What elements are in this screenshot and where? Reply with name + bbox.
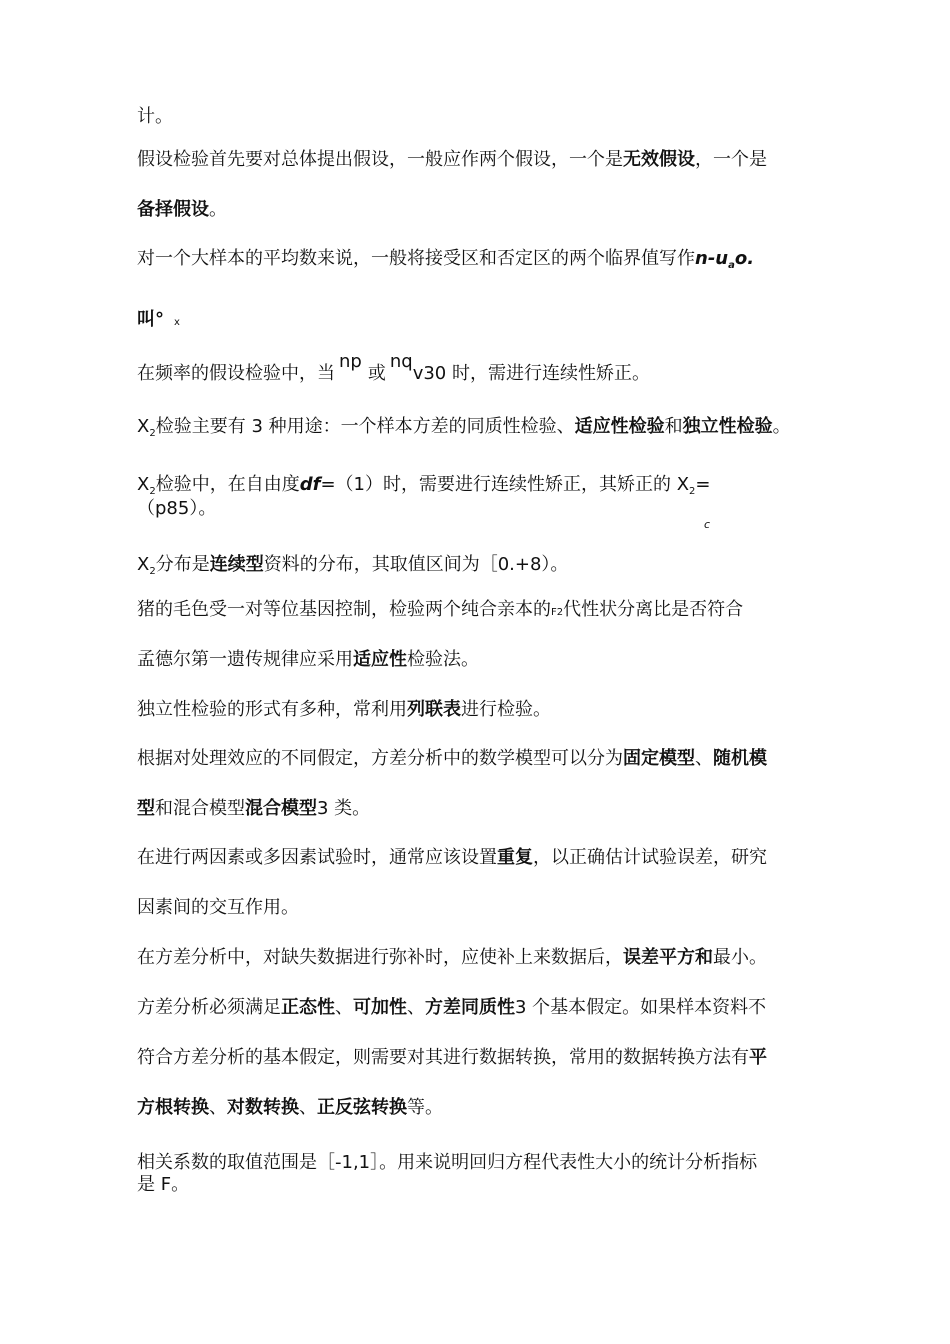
text: 等。 bbox=[407, 1097, 443, 1118]
formula-nq: nq bbox=[389, 351, 413, 372]
text: 因素间的交互作用。 bbox=[137, 897, 299, 918]
bold-term: 备择假设 bbox=[137, 199, 209, 220]
paragraph-line bbox=[137, 498, 216, 520]
text: 、 bbox=[695, 748, 713, 769]
bold-term: 连续型 bbox=[209, 554, 264, 575]
text: 方差分析必须满足 bbox=[137, 997, 281, 1018]
paragraph-line bbox=[137, 554, 568, 579]
bold-term: 平 bbox=[749, 1047, 767, 1068]
text: 计。 bbox=[137, 106, 173, 127]
text: 检验主要有 3 种用途：一个样本方差的同质性检验、 bbox=[155, 416, 575, 437]
bold-term: 方根转换 bbox=[137, 1097, 209, 1118]
paragraph-line bbox=[137, 106, 173, 128]
bold-term: 随机模 bbox=[713, 748, 767, 769]
bold-term: 方差同质性 bbox=[425, 997, 515, 1018]
text: 和 bbox=[664, 416, 683, 437]
paragraph-line bbox=[137, 1174, 189, 1196]
text: ，一个是 bbox=[695, 149, 767, 170]
text: 分布是 bbox=[155, 554, 210, 575]
paragraph-line bbox=[137, 699, 551, 721]
bold-term: 重复 bbox=[497, 847, 533, 868]
formula-subscript: x bbox=[174, 317, 180, 328]
paragraph-line bbox=[137, 1047, 767, 1069]
formula-df: df bbox=[299, 474, 321, 495]
bold-term: 列联表 bbox=[407, 699, 461, 720]
text: 。 bbox=[772, 416, 791, 437]
text: （p85）。 bbox=[137, 498, 217, 519]
text: 。 bbox=[209, 199, 227, 220]
paragraph-line bbox=[137, 248, 754, 273]
text: 资料的分布，其取值区间为［0.+8）。 bbox=[263, 554, 569, 575]
text: 检验中，在自由度 bbox=[155, 474, 300, 495]
text: 相关系数的取值范围是［-1,1］。用来说明回归方程代表性大小的统计分析指标 bbox=[137, 1152, 758, 1173]
subscript: 2 bbox=[556, 607, 564, 618]
paragraph-line bbox=[137, 199, 227, 221]
formula-subscript: a bbox=[728, 260, 735, 271]
text: 假设检验首先要对总体提出假设，一般应作两个假设，一个是 bbox=[137, 149, 623, 170]
text: X bbox=[137, 474, 150, 495]
formula-f: F bbox=[551, 607, 557, 618]
paragraph-line bbox=[137, 947, 767, 969]
bold-term: 独立性检验 bbox=[682, 416, 773, 437]
bold-term: 正反弦转换 bbox=[317, 1097, 407, 1118]
formula: n-u bbox=[695, 248, 729, 269]
bold-term: 正态性 bbox=[281, 997, 335, 1018]
subscript: 2 bbox=[149, 486, 156, 497]
paragraph-line bbox=[137, 599, 743, 624]
subscript: 2 bbox=[689, 486, 696, 497]
bold-term: 型 bbox=[137, 798, 155, 819]
text: 猪的毛色受一对等位基因控制，检验两个纯合亲本的 bbox=[137, 599, 551, 620]
paragraph-line bbox=[137, 748, 767, 770]
text: 、 bbox=[299, 1097, 317, 1118]
paragraph-line bbox=[137, 1097, 443, 1119]
bold-term: 无效假设 bbox=[623, 149, 695, 170]
text: 孟德尔第一遗传规律应采用 bbox=[137, 649, 353, 670]
text: 在进行两因素或多因素试验时，通常应该设置 bbox=[137, 847, 497, 868]
text: 是 F。 bbox=[137, 1174, 190, 1195]
paragraph-line bbox=[137, 847, 767, 869]
text: 或 bbox=[367, 363, 386, 384]
bold-term: 对数转换 bbox=[227, 1097, 299, 1118]
text: 根据对处理效应的不同假定，方差分析中的数学模型可以分为 bbox=[137, 748, 623, 769]
paragraph-line bbox=[137, 1152, 757, 1174]
paragraph-line bbox=[137, 351, 650, 385]
bold-term: 可加性 bbox=[353, 997, 407, 1018]
paragraph-line bbox=[137, 149, 767, 171]
paragraph-line bbox=[137, 474, 711, 499]
formula-np: np bbox=[339, 351, 362, 372]
text: 和混合模型 bbox=[155, 798, 245, 819]
text: 在方差分析中，对缺失数据进行弥补时，应使补上来数据后， bbox=[137, 947, 623, 968]
text: 最小。 bbox=[713, 947, 767, 968]
text: X bbox=[137, 416, 150, 437]
text: = bbox=[695, 474, 711, 495]
text: 3 个基本假定。如果样本资料不 bbox=[515, 997, 767, 1018]
text: =（1）时，需要进行连续性矫正，其矫正的 X bbox=[320, 474, 690, 495]
paragraph-line bbox=[137, 997, 766, 1019]
text: 、 bbox=[209, 1097, 227, 1118]
formula: o. bbox=[734, 248, 755, 269]
bold-term: 适应性检验 bbox=[574, 416, 665, 437]
text: ，以正确估计试验误差，研究 bbox=[533, 847, 767, 868]
bold-term: 混合模型 bbox=[245, 798, 317, 819]
text: 代性状分离比是否符合 bbox=[563, 599, 744, 620]
text: X bbox=[137, 554, 150, 575]
text: 独立性检验的形式有多种，常利用 bbox=[137, 699, 407, 720]
subscript: 2 bbox=[149, 428, 156, 439]
paragraph-line bbox=[137, 897, 299, 919]
text: 3 类。 bbox=[317, 798, 371, 819]
text: 符合方差分析的基本假定，则需要对其进行数据转换，常用的数据转换方法有 bbox=[137, 1047, 749, 1068]
text: 、 bbox=[335, 997, 353, 1018]
text: 、 bbox=[407, 997, 425, 1018]
text: 对一个大样本的平均数来说，一般将接受区和否定区的两个临界值写作 bbox=[137, 248, 695, 269]
paragraph-line bbox=[137, 798, 370, 820]
formula-mark: c bbox=[704, 518, 711, 531]
formula-fragment: 叫° bbox=[137, 309, 164, 330]
paragraph-line bbox=[137, 309, 180, 334]
text: v30 时，需进行连续性矫正。 bbox=[412, 363, 650, 384]
text: 检验法。 bbox=[407, 649, 479, 670]
text: 在频率的假设检验中，当 bbox=[137, 363, 335, 384]
bold-term: 固定模型 bbox=[623, 748, 695, 769]
paragraph-line bbox=[137, 649, 479, 671]
paragraph-line bbox=[137, 416, 791, 441]
text: 进行检验。 bbox=[461, 699, 551, 720]
bold-term: 适应性 bbox=[353, 649, 407, 670]
bold-term: 误差平方和 bbox=[623, 947, 713, 968]
subscript: 2 bbox=[149, 566, 156, 577]
